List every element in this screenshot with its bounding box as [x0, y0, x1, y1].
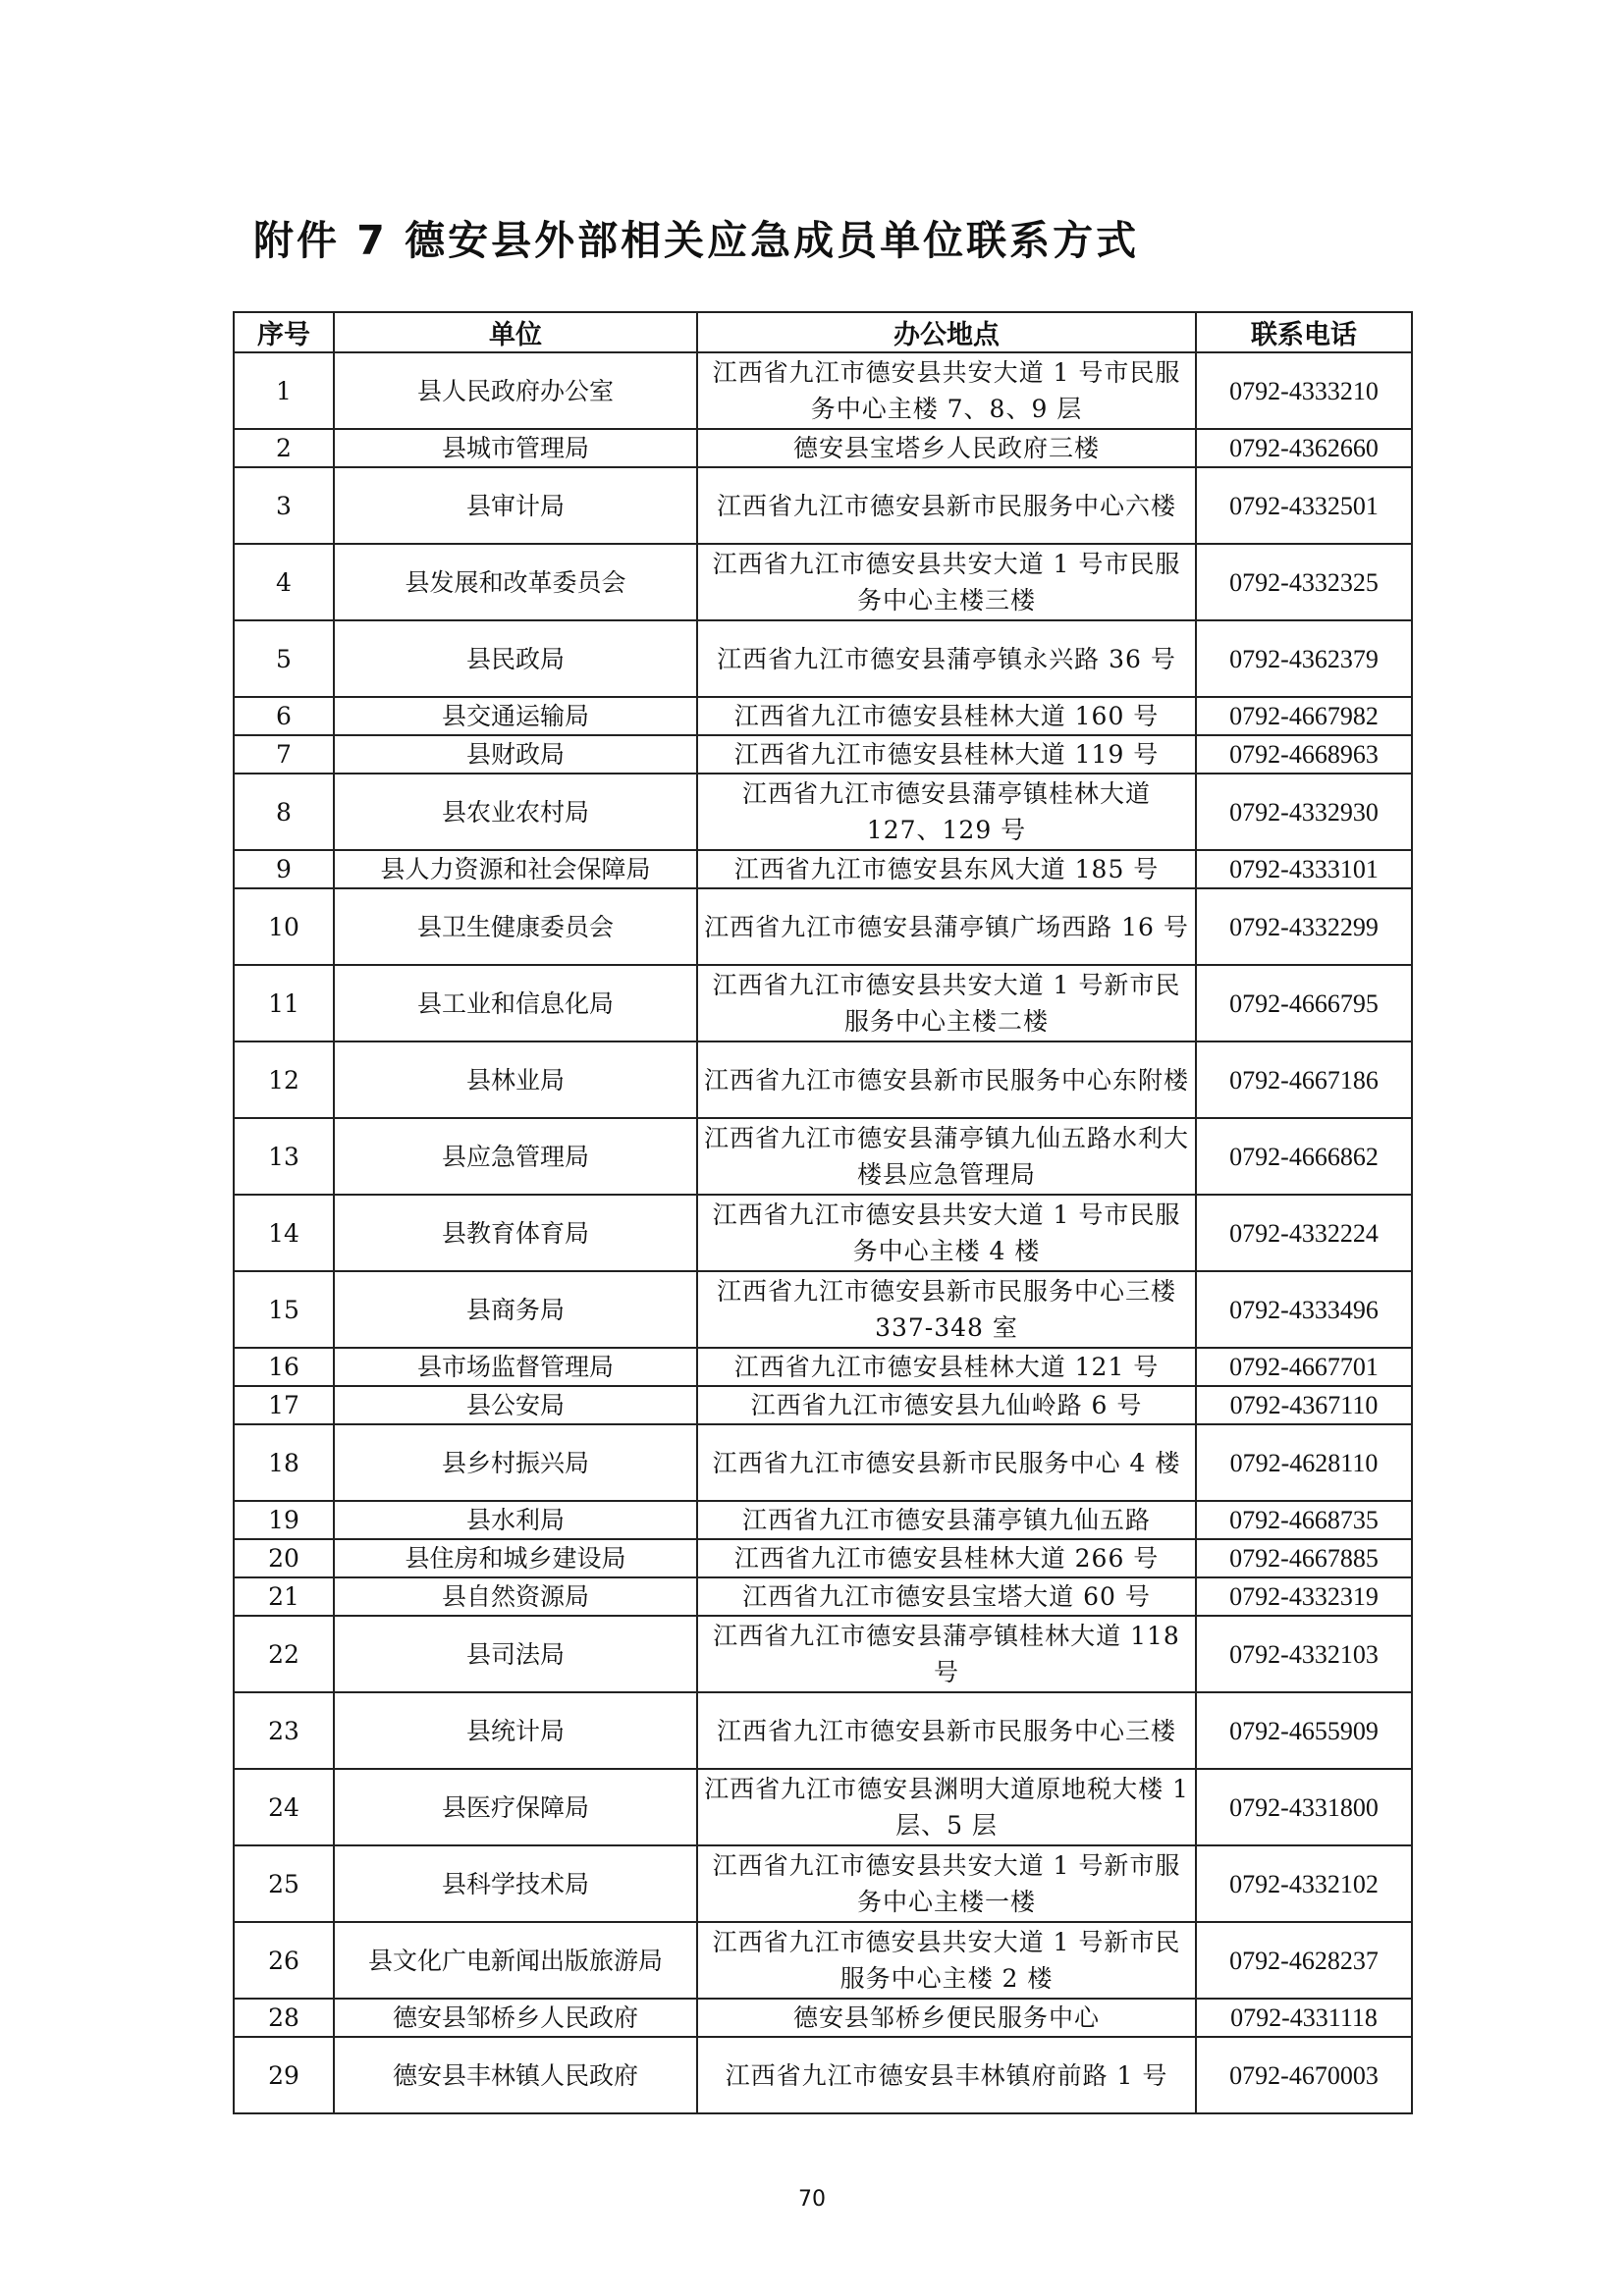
- row-number-cell: 1: [234, 352, 334, 429]
- table-row: [234, 1769, 1412, 1845]
- unit-cell: 县商务局: [334, 1271, 697, 1348]
- phone-cell: 0792-4668735: [1196, 1501, 1412, 1539]
- row-number-cell: 17: [234, 1386, 334, 1424]
- address-cell: 德安县邹桥乡便民服务中心: [697, 1999, 1196, 2037]
- unit-cell: 县卫生健康委员会: [334, 888, 697, 965]
- table-row: [234, 735, 1412, 774]
- address-cell: 江西省九江市德安县九仙岭路 6 号: [697, 1386, 1196, 1424]
- phone-cell: 0792-4362379: [1196, 620, 1412, 697]
- unit-cell: 德安县丰林镇人民政府: [334, 2037, 697, 2113]
- contacts-table: [233, 311, 1413, 2114]
- phone-cell: 0792-4655909: [1196, 1692, 1412, 1769]
- unit-cell: 县市场监督管理局: [334, 1348, 697, 1386]
- unit-cell: 县工业和信息化局: [334, 965, 697, 1041]
- address-cell: 江西省九江市德安县丰林镇府前路 1 号: [697, 2037, 1196, 2113]
- unit-cell: 县科学技术局: [334, 1845, 697, 1922]
- row-number-cell: 9: [234, 850, 334, 888]
- row-number-cell: 14: [234, 1195, 334, 1271]
- address-cell: 江西省九江市德安县桂林大道 121 号: [697, 1348, 1196, 1386]
- table-row: [234, 1501, 1412, 1539]
- address-cell: 江西省九江市德安县共安大道 1 号市民服务中心主楼 4 楼: [697, 1195, 1196, 1271]
- phone-cell: 0792-4667982: [1196, 697, 1412, 735]
- row-number-cell: 3: [234, 467, 334, 544]
- unit-cell: 县统计局: [334, 1692, 697, 1769]
- table-header-row: [234, 312, 1412, 352]
- table-row: [234, 1041, 1412, 1118]
- column-header-phone: 联系电话: [1196, 312, 1412, 352]
- row-number-cell: 25: [234, 1845, 334, 1922]
- phone-cell: 0792-4332325: [1196, 544, 1412, 620]
- phone-cell: 0792-4332501: [1196, 467, 1412, 544]
- table-row: [234, 888, 1412, 965]
- address-cell: 江西省九江市德安县桂林大道 160 号: [697, 697, 1196, 735]
- table-row: [234, 774, 1412, 850]
- unit-cell: 县司法局: [334, 1616, 697, 1692]
- phone-cell: 0792-4367110: [1196, 1386, 1412, 1424]
- table-row: [234, 1348, 1412, 1386]
- address-cell: 江西省九江市德安县桂林大道 119 号: [697, 735, 1196, 774]
- table-row: [234, 1118, 1412, 1195]
- phone-cell: 0792-4332102: [1196, 1845, 1412, 1922]
- address-cell: 江西省九江市德安县新市民服务中心三楼: [697, 1692, 1196, 1769]
- table-row: [234, 697, 1412, 735]
- phone-cell: 0792-4670003: [1196, 2037, 1412, 2113]
- address-cell: 江西省九江市德安县蒲亭镇桂林大道 118 号: [697, 1616, 1196, 1692]
- table-row: [234, 1577, 1412, 1616]
- table-row: [234, 850, 1412, 888]
- phone-cell: 0792-4362660: [1196, 429, 1412, 467]
- table-row: [234, 1845, 1412, 1922]
- address-cell: 江西省九江市德安县新市民服务中心三楼 337-348 室: [697, 1271, 1196, 1348]
- phone-cell: 0792-4666795: [1196, 965, 1412, 1041]
- unit-cell: 县公安局: [334, 1386, 697, 1424]
- row-number-cell: 10: [234, 888, 334, 965]
- phone-cell: 0792-4331800: [1196, 1769, 1412, 1845]
- row-number-cell: 29: [234, 2037, 334, 2113]
- phone-cell: 0792-4332224: [1196, 1195, 1412, 1271]
- table-row: [234, 429, 1412, 467]
- address-cell: 江西省九江市德安县东风大道 185 号: [697, 850, 1196, 888]
- phone-cell: 0792-4666862: [1196, 1118, 1412, 1195]
- address-cell: 江西省九江市德安县宝塔大道 60 号: [697, 1577, 1196, 1616]
- phone-cell: 0792-4332319: [1196, 1577, 1412, 1616]
- table-row: [234, 620, 1412, 697]
- unit-cell: 县民政局: [334, 620, 697, 697]
- table-row: [234, 1616, 1412, 1692]
- row-number-cell: 24: [234, 1769, 334, 1845]
- row-number-cell: 2: [234, 429, 334, 467]
- table-row: [234, 352, 1412, 429]
- unit-cell: 县发展和改革委员会: [334, 544, 697, 620]
- table-row: [234, 544, 1412, 620]
- address-cell: 江西省九江市德安县蒲亭镇广场西路 16 号: [697, 888, 1196, 965]
- unit-cell: 县住房和城乡建设局: [334, 1539, 697, 1577]
- row-number-cell: 4: [234, 544, 334, 620]
- unit-cell: 县农业农村局: [334, 774, 697, 850]
- address-cell: 江西省九江市德安县蒲亭镇桂林大道 127、129 号: [697, 774, 1196, 850]
- address-cell: 江西省九江市德安县渊明大道原地税大楼 1 层、5 层: [697, 1769, 1196, 1845]
- unit-cell: 县城市管理局: [334, 429, 697, 467]
- row-number-cell: 16: [234, 1348, 334, 1386]
- row-number-cell: 22: [234, 1616, 334, 1692]
- row-number-cell: 6: [234, 697, 334, 735]
- unit-cell: 县教育体育局: [334, 1195, 697, 1271]
- row-number-cell: 13: [234, 1118, 334, 1195]
- address-cell: 江西省九江市德安县新市民服务中心东附楼: [697, 1041, 1196, 1118]
- table-row: [234, 1539, 1412, 1577]
- row-number-cell: 12: [234, 1041, 334, 1118]
- address-cell: 德安县宝塔乡人民政府三楼: [697, 429, 1196, 467]
- column-header-no: 序号: [234, 312, 334, 352]
- unit-cell: 县人力资源和社会保障局: [334, 850, 697, 888]
- phone-cell: 0792-4332103: [1196, 1616, 1412, 1692]
- unit-cell: 县人民政府办公室: [334, 352, 697, 429]
- address-cell: 江西省九江市德安县蒲亭镇九仙五路: [697, 1501, 1196, 1539]
- table-row: [234, 2037, 1412, 2113]
- row-number-cell: 5: [234, 620, 334, 697]
- address-cell: 江西省九江市德安县新市民服务中心六楼: [697, 467, 1196, 544]
- unit-cell: 县交通运输局: [334, 697, 697, 735]
- unit-cell: 县自然资源局: [334, 1577, 697, 1616]
- row-number-cell: 28: [234, 1999, 334, 2037]
- row-number-cell: 20: [234, 1539, 334, 1577]
- column-header-address: 办公地点: [697, 312, 1196, 352]
- row-number-cell: 26: [234, 1922, 334, 1999]
- unit-cell: 县水利局: [334, 1501, 697, 1539]
- address-cell: 江西省九江市德安县共安大道 1 号市民服务中心主楼三楼: [697, 544, 1196, 620]
- table-row: [234, 1999, 1412, 2037]
- address-cell: 江西省九江市德安县蒲亭镇九仙五路水利大楼县应急管理局: [697, 1118, 1196, 1195]
- phone-cell: 0792-4667186: [1196, 1041, 1412, 1118]
- row-number-cell: 11: [234, 965, 334, 1041]
- unit-cell: 县应急管理局: [334, 1118, 697, 1195]
- phone-cell: 0792-4667701: [1196, 1348, 1412, 1386]
- phone-cell: 0792-4667885: [1196, 1539, 1412, 1577]
- row-number-cell: 15: [234, 1271, 334, 1348]
- phone-cell: 0792-4333496: [1196, 1271, 1412, 1348]
- page-number: 70: [798, 2187, 826, 2212]
- unit-cell: 县乡村振兴局: [334, 1424, 697, 1501]
- unit-cell: 县文化广电新闻出版旅游局: [334, 1922, 697, 1999]
- address-cell: 江西省九江市德安县共安大道 1 号新市民服务中心主楼 2 楼: [697, 1922, 1196, 1999]
- phone-cell: 0792-4331118: [1196, 1999, 1412, 2037]
- row-number-cell: 18: [234, 1424, 334, 1501]
- row-number-cell: 21: [234, 1577, 334, 1616]
- phone-cell: 0792-4332299: [1196, 888, 1412, 965]
- row-number-cell: 8: [234, 774, 334, 850]
- address-cell: 江西省九江市德安县共安大道 1 号新市服务中心主楼一楼: [697, 1845, 1196, 1922]
- unit-cell: 县审计局: [334, 467, 697, 544]
- table-row: [234, 1195, 1412, 1271]
- unit-cell: 县财政局: [334, 735, 697, 774]
- address-cell: 江西省九江市德安县蒲亭镇永兴路 36 号: [697, 620, 1196, 697]
- address-cell: 江西省九江市德安县共安大道 1 号市民服务中心主楼 7、8、9 层: [697, 352, 1196, 429]
- table-row: [234, 467, 1412, 544]
- address-cell: 江西省九江市德安县共安大道 1 号新市民服务中心主楼二楼: [697, 965, 1196, 1041]
- unit-cell: 县林业局: [334, 1041, 697, 1118]
- table-row: [234, 1386, 1412, 1424]
- phone-cell: 0792-4668963: [1196, 735, 1412, 774]
- row-number-cell: 23: [234, 1692, 334, 1769]
- phone-cell: 0792-4333101: [1196, 850, 1412, 888]
- table-row: [234, 1922, 1412, 1999]
- row-number-cell: 7: [234, 735, 334, 774]
- address-cell: 江西省九江市德安县桂林大道 266 号: [697, 1539, 1196, 1577]
- phone-cell: 0792-4628237: [1196, 1922, 1412, 1999]
- table-row: [234, 1424, 1412, 1501]
- table-row: [234, 1271, 1412, 1348]
- address-cell: 江西省九江市德安县新市民服务中心 4 楼: [697, 1424, 1196, 1501]
- phone-cell: 0792-4333210: [1196, 352, 1412, 429]
- row-number-cell: 19: [234, 1501, 334, 1539]
- table-row: [234, 965, 1412, 1041]
- unit-cell: 德安县邹桥乡人民政府: [334, 1999, 697, 2037]
- phone-cell: 0792-4332930: [1196, 774, 1412, 850]
- phone-cell: 0792-4628110: [1196, 1424, 1412, 1501]
- table-row: [234, 1692, 1412, 1769]
- unit-cell: 县医疗保障局: [334, 1769, 697, 1845]
- page-title: 附件 7 德安县外部相关应急成员单位联系方式: [253, 217, 1140, 264]
- column-header-unit: 单位: [334, 312, 697, 352]
